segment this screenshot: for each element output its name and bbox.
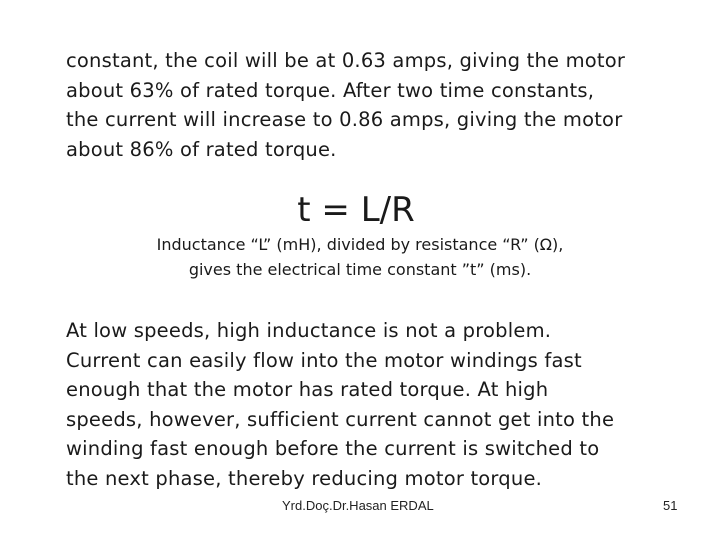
formula-caption xyxy=(0,232,720,282)
paragraph-bottom xyxy=(66,316,666,494)
paragraph-top-line: about 86% of rated torque. xyxy=(66,137,337,161)
paragraph-top-line: the current will increase to 0.86 amps, giving the motor xyxy=(66,108,623,132)
paragraph-bottom-line: speeds, however, sufficient current cannot get into the xyxy=(66,407,615,431)
page-number: 51 xyxy=(663,498,678,513)
paragraph-bottom-line: At low speeds, high inductance is not a problem. xyxy=(66,319,552,342)
paragraph-bottom-line: winding fast enough before the current is switched to xyxy=(66,437,600,461)
paragraph-top-line: about 63% of rated torque. After two time constants, xyxy=(66,78,595,102)
paragraph-bottom-line: the next phase, thereby reducing motor torque. xyxy=(66,466,543,490)
formula xyxy=(0,188,720,232)
paragraph-top-line: constant, the coil will be at 0.63 amps, giving the motor xyxy=(66,49,626,72)
caption-line: Inductance “L” (mH), divided by resistance “R” (Ω), xyxy=(156,235,564,254)
paragraph-bottom-line: enough that the motor has rated torque. At high xyxy=(66,378,549,402)
caption-line: gives the electrical time constant ”t” (ms). xyxy=(188,260,532,279)
formula-text: t = L/R xyxy=(297,190,415,230)
paragraph-bottom-line: Current can easily flow into the motor windings fast xyxy=(66,348,582,372)
paragraph-top xyxy=(66,46,666,164)
footer-author: Yrd.Doç.Dr.Hasan ERDAL xyxy=(282,498,434,513)
